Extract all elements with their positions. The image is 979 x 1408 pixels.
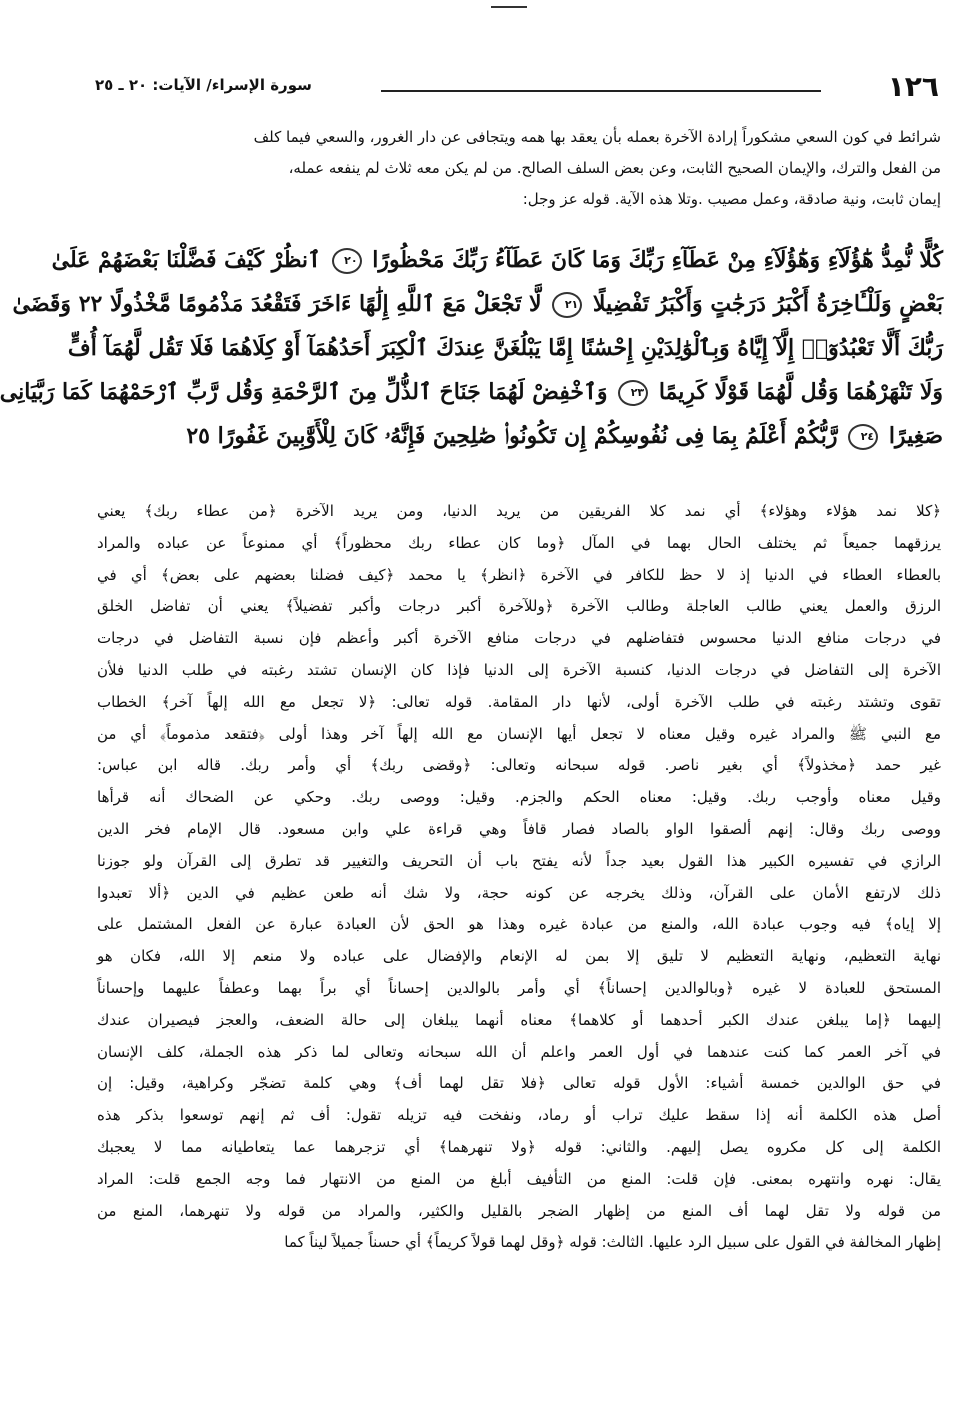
- commentary-line: في حق الوالدين خمسة أشياء: الأول قوله تعالى ﴿فلا تقل لهما أف﴾ وهي كلمة تضجّر وكراهية، وقيل: إن: [97, 1074, 941, 1093]
- commentary-line: في آخر العمر كما كنت عندهما في أول العمر واعلم أن الله سبحانه وتعالى لما ذكر هذه الجملة، كلف الإنسان: [97, 1042, 941, 1061]
- commentary-line: إظهار المخالفة في القول على سبيل الرد عليها. الثالث: قوله ﴿وقل لهما قولاً كريماً﴾ أي حسناً جميلاً ليناً كما: [284, 1233, 941, 1252]
- commentary-line: أصل هذه الكلمة أنه إذا سقط عليك تراب أو رماد، ونفخت فيه تزيله تقول: أف ثم إنهم توسعوا بذكر هذه: [97, 1106, 941, 1125]
- commentary-line: الآخرة إلى التفاضل في درجات الدنيا، كنسبة الآخرة إلى الدنيا فإذا كان الإنسان تشتد رغبته في طلب الدنيا فلأن: [97, 660, 941, 679]
- verse-line: [12, 282, 943, 326]
- top-mark: [491, 6, 527, 8]
- verse-text: رَبُّكَ أَلَّا تَعْبُدُوٓا۟ إِلَّآ إِيَّاهُ وَبِٱلْوَٰلِدَيْنِ إِحْسَٰنًا إِمَّا يَبْلُغَنَّ عِندَكَ ٱلْكِبَرَ أَحَدُهُمَآ أَوْ كِلَاهُمَا فَلَا تَقُل لَّهُمَآ أُفٍّ: [67, 335, 943, 361]
- verse-text: ٱنظُرْ كَيْفَ فَضَّلْنَا بَعْضَهُمْ عَلَىٰ: [51, 247, 321, 273]
- commentary-line: ﴿كلا نمد هؤلاء وهؤلاء﴾ أي نمد كلا الفريقين من يريد الدنيا، ومن يريد الآخرة ﴿من عطاء ربك﴾ يعني: [97, 502, 941, 520]
- commentary-line: ووصى ربك وقال: إنهم ألصقوا الواو بالصاد فصار قافاً وهي قراءة علي وابن مسعود. قال الإمام فخر الدين: [97, 819, 941, 838]
- commentary-line: ذلك لارتفع الأمان على القرآن، وذلك يخرجه عن كونه حجة، ولا شك أنه طعن عظيم في الدين ﴿ألا تعبدوا: [97, 883, 941, 902]
- verse-number-marker: ٢٤: [848, 424, 878, 450]
- commentary-line: الرازي في تفسيره الكبير هذا القول بعيد جداً لأنه يفتح باب أن التحريف والتغيير قد تطرق إلى القرآن ولو جوزنا: [97, 851, 941, 870]
- verse-text: كُلًّا نُّمِدُّ هَٰٓؤُلَآءِ وَهَٰٓؤُلَآءِ مِنْ عَطَآءِ رَبِّكَ وَمَا كَانَ عَطَآءُ رَبِّكَ مَحْظُورًا: [372, 247, 943, 273]
- verse-text: صَغِيرًا: [888, 423, 943, 449]
- page-number: ١٢٦: [887, 70, 939, 103]
- commentary-line: بالعطاء العطاء في الدنيا إذ لا حظ للكافر في الآخرة ﴿انظر﴾ يا محمد ﴿كيف فضلنا بعضهم على بعض﴾ أي في: [97, 565, 941, 584]
- intro-paragraph: [103, 122, 941, 215]
- commentary-line: مع النبي ﷺ والمراد غيره وقيل معناه لا تجعل أيها الإنسان مع الله إلهاً آخر وهذا أولى ﴿فتقعد مذموماً﴾ أي من: [97, 724, 941, 743]
- verse-line: [99, 414, 943, 458]
- commentary-line: يرزقهما جميعاً ثم يختلف الحال بهما في المآل ﴿وما كان عطاء ربك محظوراً﴾ أي ممنوعاً عن عباده والمراد: [97, 533, 941, 552]
- quran-verses: [0, 238, 943, 458]
- verse-line: [67, 326, 943, 370]
- commentary-line: الكلمة إلى كل مكروه يصل إليهم. والثاني: قوله ﴿ولا تنهرهما﴾ أي تزجرهما عما يتعاطيانه مما لا يعجبك: [97, 1137, 941, 1156]
- commentary-line: نهاية التعظيم، ونهاية التعظيم لا تليق إلا بمن له الإنعام والإفضال على عباده ولا منعم إلا الله، فكان هو: [97, 947, 941, 966]
- commentary-line: وقيل معناه وأوجب ربك. وقيل: معناه الحكم والجزم. وقيل: ووصى ربك. وحكي عن الضحاك أنه قرأها: [97, 788, 941, 807]
- verse-line: [51, 238, 943, 282]
- running-title: سورة الإسراء/ الآيات: ٢٠ ـ ٢٥: [95, 76, 312, 94]
- header-rule: [381, 90, 821, 92]
- commentary-text: [97, 496, 941, 1259]
- page-header: [95, 70, 939, 103]
- verse-number-marker: ٢١: [552, 292, 582, 318]
- commentary-line: في درجات منافع الدنيا محسوس فتفاضلهم في درجات منافع الآخرة أكبر وأعظم فإن نسبة التفاضل في درجات: [97, 629, 941, 648]
- verse-text: لَّا تَجْعَلْ مَعَ ٱللَّهِ إِلَٰهًا ءَاخَرَ فَتَقْعُدَ مَذْمُومًا مَّخْذُولًا ٢٢ وَقَضَىٰ: [12, 291, 542, 317]
- commentary-line: المستحق للعبادة لا غيره ﴿وبالوالدين إحساناً﴾ أي وأمر بالوالدين إحساناً أي براً بهما وعطفاً عليهما وإحساناً: [97, 978, 941, 997]
- verse-text: رَّبُّكُمْ أَعْلَمُ بِمَا فِى نُفُوسِكُمْ إِن تَكُونُوا۟ صَٰلِحِينَ فَإِنَّهُۥ كَانَ لِلْأَوَّٰبِينَ غَفُورًا ٢٥: [186, 423, 838, 449]
- commentary-line: غير حمد ﴿مخذولاً﴾ أي بغير ناصر. قوله سبحانه وتعالى: ﴿وقضى ربك﴾ أي وأمر ربك. قاله ابن عباس:: [97, 756, 941, 775]
- intro-line: إيمان ثابت، ونية صادقة، وعمل مصيب .وتلا هذه الآية. قوله عز وجل:: [522, 190, 941, 208]
- commentary-line: إليهما ﴿إما يبلغن عندك الكبر أحدهما أو كلاهما﴾ معناه أنهما يبلغان إلى حالة الضعف، والعجز فيصيران عندك: [97, 1010, 941, 1029]
- verse-text: بَعْضٍ وَلَلْـَٔاخِرَةُ أَكْبَرُ دَرَجَٰتٍ وَأَكْبَرُ تَفْضِيلًا: [592, 291, 943, 317]
- verse-number-marker: ٢٠: [332, 248, 362, 274]
- intro-line: من الفعل والترك، والإيمان الصحيح الثابت، وعن بعض السلف الصالح. من لم يكن معه ثلاث لم ينفعه عمله،: [288, 159, 941, 177]
- verse-text: وَٱخْفِضْ لَهُمَا جَنَاحَ ٱلذُّلِّ مِنَ ٱلرَّحْمَةِ وَقُل رَّبِّ ٱرْحَمْهُمَا كَمَا رَبَّيَانِى: [0, 379, 608, 405]
- commentary-line: من قوله ولا تقل لهما أف المنع من إظهار الضجر بالقليل والكثير، والمراد من قوله ولا تنهرهما، المنع من: [97, 1201, 941, 1220]
- commentary-line: تقوى وتشتد رغبته في طلب الآخرة أولى، لأنها دار المقامة. قوله تعالى: ﴿لا تجعل مع الله إلهاً آخر﴾ الخطاب: [97, 692, 941, 711]
- verse-number-marker: ٢٣: [618, 380, 648, 406]
- intro-line: شرائط في كون السعي مشكوراً إرادة الآخرة بعمله بأن يعقد بها همه ويتجافى عن دار الغرور، والسعي فيما كلف: [253, 128, 941, 146]
- verse-line: [0, 370, 943, 414]
- commentary-line: إلا إياه﴾ فيه وجوب عبادة الله، والمنع من عبادة غيره وهذا هو الحق لأن العبادة عبارة عن الفعل المشتمل على: [97, 915, 941, 934]
- commentary-line: الرزق والعمل يعني طالب العاجلة وطالب الآخرة ﴿وللآخرة أكبر درجات وأكبر تفضيلاً﴾ يعني أن تفاضل الخلق: [97, 597, 941, 616]
- commentary-line: يقال: نهره وانتهره بمعنى. فإن قلت: المنع من التأفيف أبلغ من المنع من الانتهار فما وجه الجمع قلت: المراد: [97, 1169, 941, 1188]
- verse-text: وَلَا تَنْهَرْهُمَا وَقُل لَّهُمَا قَوْلًا كَرِيمًا: [658, 379, 943, 405]
